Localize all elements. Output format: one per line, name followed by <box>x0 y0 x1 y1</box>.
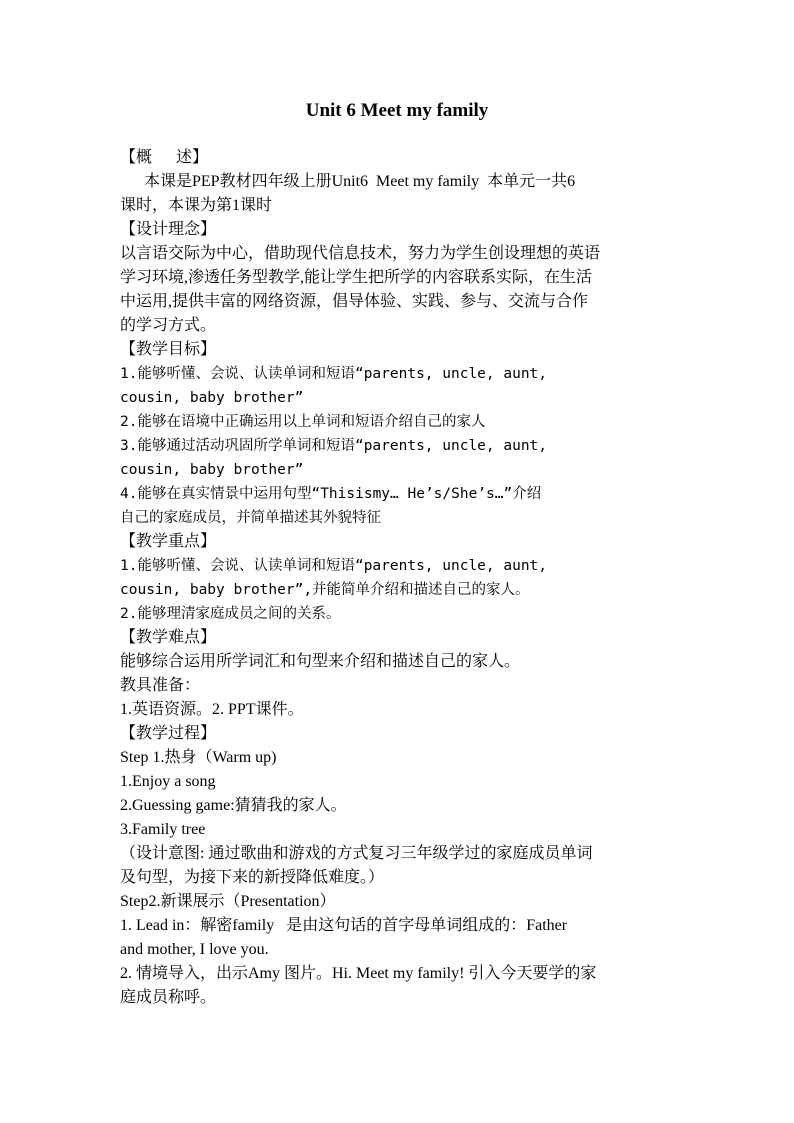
text-line: 的学习方式。 <box>120 317 217 334</box>
section-heading-design-concept: 【设计理念】 <box>120 221 217 238</box>
text-line: 1. Lead in：解密family 是由这句话的首字母单词组成的：Father <box>120 917 568 934</box>
text-line: 学习环境,渗透任务型教学,能让学生把所学的内容联系实际，在生活 <box>120 269 593 286</box>
text-line: 1.Enjoy a song <box>120 773 216 790</box>
text-line: 4.能够在真实情景中运用句型“Thisismy… He’s/She’s…”介绍 <box>120 486 542 502</box>
section-heading-key-points: 【教学重点】 <box>120 533 217 550</box>
text-line: 庭成员称呼。 <box>120 989 217 1006</box>
text-line: cousin, baby brother” <box>120 462 304 478</box>
text-line: 自己的家庭成员，并简单描述其外貌特征 <box>120 510 381 526</box>
text-line: 3.能够通过活动巩固所学单词和短语“parents, uncle, aunt, <box>120 438 548 454</box>
text-line: 1.英语资源。2. PPT课件。 <box>120 701 304 718</box>
text-line: 2. 情境导入，出示Amy 图片。Hi. Meet my family! 引入今天要学的家 <box>120 965 597 982</box>
section-heading-objectives: 【教学目标】 <box>120 341 217 358</box>
section-heading-overview: 【概 述】 <box>120 149 209 166</box>
text-line: and mother, I love you. <box>120 941 269 958</box>
text-line: 能够综合运用所学词汇和句型来介绍和描述自己的家人。 <box>120 653 521 670</box>
text-line: 中运用,提供丰富的网络资源，倡导体验、实践、参与、交流与合作 <box>120 293 589 310</box>
text-line: （设计意图: 通过歌曲和游戏的方式复习三年级学过的家庭成员单词 <box>120 845 593 862</box>
text-line: 及句型，为接下来的新授降低难度。） <box>120 869 385 886</box>
text-line: Step2.新课展示（Presentation） <box>120 893 336 910</box>
text-line: 2.Guessing game:猜猜我的家人。 <box>120 797 347 814</box>
text-line: 3.Family tree <box>120 821 206 838</box>
text-line: 课时，本课为第1课时 <box>120 197 273 214</box>
section-heading-difficulties: 【教学难点】 <box>120 629 217 646</box>
section-heading-teaching-aids: 教具准备： <box>120 677 201 694</box>
text-line: 1.能够听懂、会说、认读单词和短语“parents, uncle, aunt, <box>120 366 548 382</box>
text-line: cousin, baby brother”,并能简单介绍和描述自己的家人。 <box>120 582 530 598</box>
text-line: cousin, baby brother” <box>120 390 304 406</box>
text-line: 2.能够理清家庭成员之间的关系。 <box>120 606 341 622</box>
text-line: 2.能够在语境中正确运用以上单词和短语介绍自己的家人 <box>120 414 486 430</box>
text-line: 1.能够听懂、会说、认读单词和短语“parents, uncle, aunt, <box>120 558 548 574</box>
document-body <box>120 146 680 1010</box>
text-line: 以言语交际为中心，借助现代信息技术，努力为学生创设理想的英语 <box>120 245 601 262</box>
section-heading-process: 【教学过程】 <box>120 725 217 742</box>
text-line: 本课是PEP教材四年级上册Unit6 Meet my family 本单元一共6 <box>120 173 576 190</box>
text-line: Step 1.热身（Warm up) <box>120 749 277 766</box>
page-title: Unit 6 Meet my family <box>305 100 489 121</box>
